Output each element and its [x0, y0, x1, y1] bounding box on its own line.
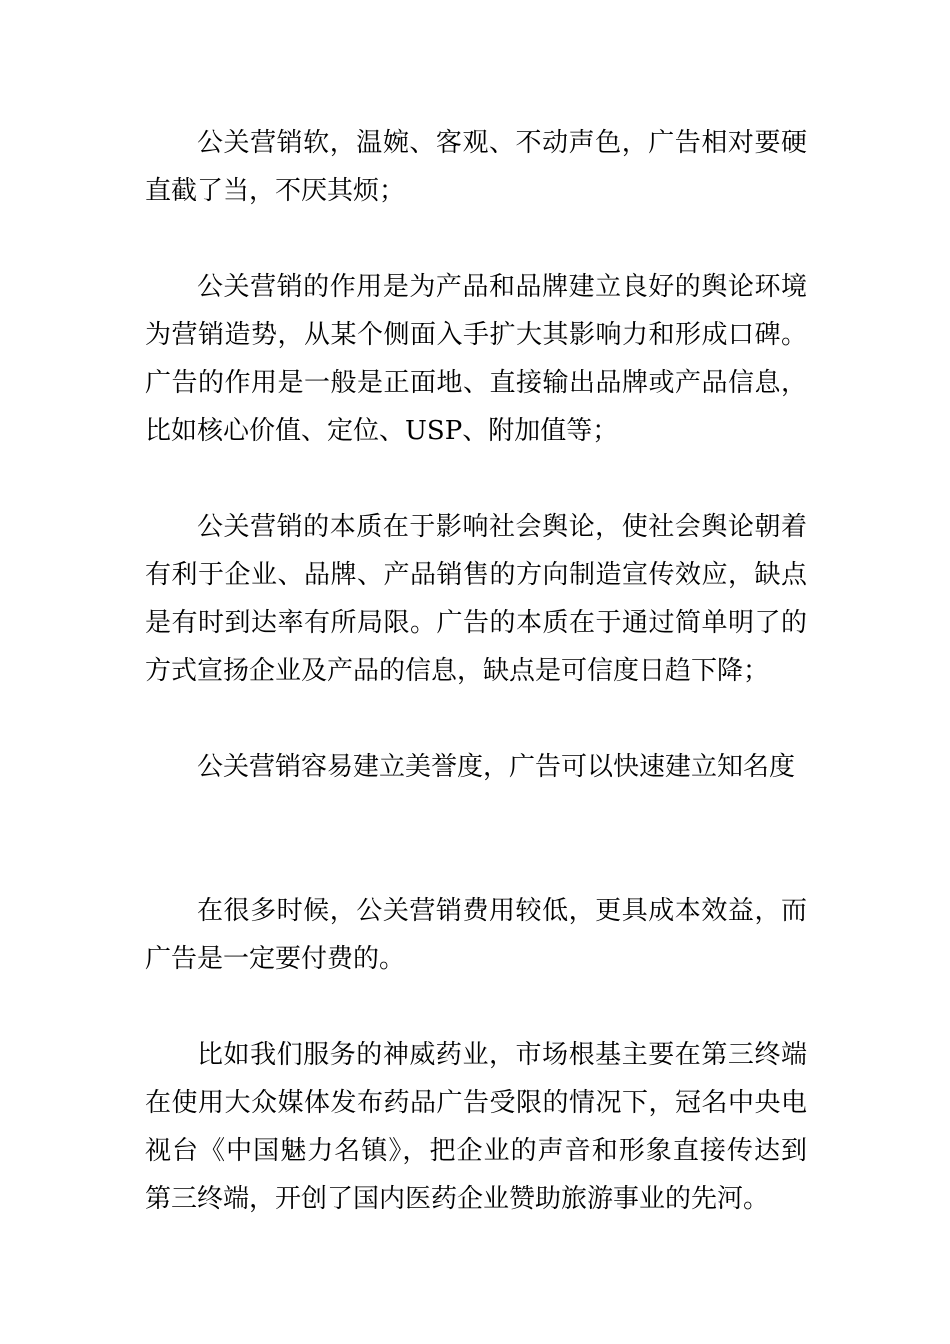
paragraph-spacer	[145, 983, 807, 1031]
paragraph-spacer	[145, 695, 807, 743]
paragraph-5: 在很多时候，公关营销费用较低，更具成本效益，而广告是一定要付费的。	[145, 896, 807, 974]
paragraph-spacer	[145, 791, 807, 887]
paragraph-4: 公关营销容易建立美誉度，广告可以快速建立知名度	[197, 752, 796, 782]
paragraph-spacer	[145, 455, 807, 503]
paragraph-6: 比如我们服务的神威药业，市场根基主要在第三终端在使用大众媒体发布药品广告受限的情况下，冠名中央电视台《中国魅力名镇》，把企业的声音和形象直接传达到第三终端，开创了国内医药企业赞助旅游事业的先河。	[145, 1040, 807, 1214]
document-body	[145, 119, 807, 1223]
paragraph-1: 公关营销软，温婉、客观、不动声色，广告相对要硬直截了当，不厌其烦；	[145, 128, 807, 206]
paragraph-spacer	[145, 215, 807, 263]
paragraph-3: 公关营销的本质在于影响社会舆论，使社会舆论朝着有利于企业、品牌、产品销售的方向制造宣传效应，缺点是有时到达率有所局限。广告的本质在于通过简单明了的方式宣扬企业及产品的信息，缺点是可信度日趋下降；	[145, 512, 807, 686]
paragraph-2: 公关营销的作用是为产品和品牌建立良好的舆论环境为营销造势，从某个侧面入手扩大其影响力和形成口碑。广告的作用是一般是正面地、直接输出品牌或产品信息，比如核心价值、定位、USP、附加值等；	[145, 272, 807, 446]
